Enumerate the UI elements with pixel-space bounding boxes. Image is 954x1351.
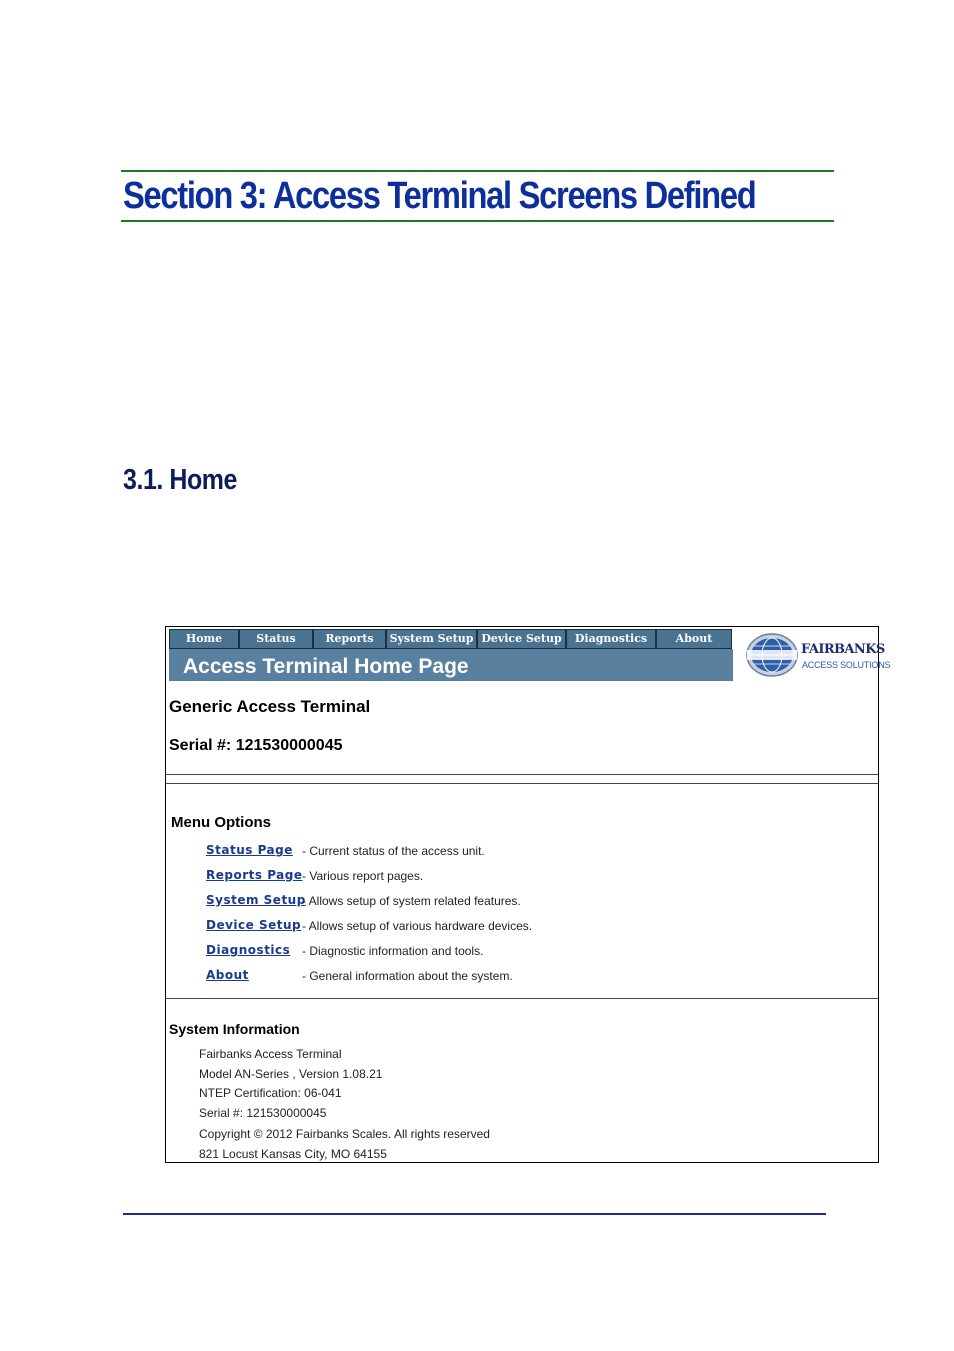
menu-item-desc: - Various report pages. <box>302 869 424 883</box>
page-banner: Access Terminal Home Page <box>169 649 733 681</box>
menu-options-heading: Menu Options <box>171 814 271 831</box>
reports-page-link[interactable]: Reports Page <box>206 868 303 882</box>
fairbanks-logo <box>744 631 891 679</box>
system-info-line: Fairbanks Access Terminal <box>199 1047 342 1061</box>
divider <box>166 774 878 775</box>
menu-item-desc: - Allows setup of various hardware devices. <box>302 919 533 933</box>
divider <box>166 783 878 784</box>
serial-number: Serial #: 121530000045 <box>169 737 343 754</box>
system-info-line: Serial #: 121530000045 <box>199 1105 327 1120</box>
nav-bar <box>169 629 732 649</box>
nav-tab-about[interactable]: About <box>656 629 732 649</box>
globe-logo-icon <box>746 633 798 677</box>
section-rule-top <box>121 170 834 172</box>
system-setup-link[interactable]: System Setup <box>206 893 306 907</box>
divider <box>166 998 878 999</box>
footer-rule <box>123 1213 826 1215</box>
system-info-line: Model AN-Series , Version 1.08.21 <box>199 1066 383 1081</box>
menu-item-desc: - Diagnostic information and tools. <box>302 944 484 958</box>
nav-tab-status[interactable]: Status <box>239 629 313 649</box>
nav-tab-device-setup[interactable]: Device Setup <box>477 629 566 649</box>
diagnostics-link[interactable]: Diagnostics <box>206 943 291 957</box>
copyright-line: Copyright © 2012 Fairbanks Scales. All rights reserved <box>199 1127 490 1141</box>
nav-tab-system-setup[interactable]: System Setup <box>386 629 477 649</box>
about-link[interactable]: About <box>206 968 249 982</box>
section-title: Section 3: Access Terminal Screens Defined <box>123 175 756 217</box>
menu-item-desc: - Current status of the access unit. <box>302 844 485 858</box>
menu-item-desc: - Allows setup of system related features. <box>302 894 521 908</box>
logo-tagline: ACCESS SOLUTIONS <box>802 660 891 670</box>
menu-item-desc: - General information about the system. <box>302 969 513 983</box>
logo-brand: FAIRBANKS <box>801 642 885 657</box>
home-page-screenshot <box>165 626 891 1163</box>
subsection-title: 3.1. Home <box>123 464 237 496</box>
system-info-block <box>199 1047 490 1166</box>
nav-tab-diagnostics[interactable]: Diagnostics <box>566 629 656 649</box>
section-rule-bottom <box>121 220 834 222</box>
system-info-heading: System Information <box>169 1021 300 1037</box>
nav-tab-home[interactable]: Home <box>169 629 239 649</box>
system-info-line: NTEP Certification: 06-041 <box>199 1086 342 1100</box>
device-setup-link[interactable]: Device Setup <box>206 918 302 932</box>
address-line: 821 Locust Kansas City, MO 64155 <box>199 1146 387 1161</box>
nav-tab-reports[interactable]: Reports <box>313 629 386 649</box>
terminal-name: Generic Access Terminal <box>169 697 371 716</box>
status-page-link[interactable]: Status Page <box>206 843 293 857</box>
